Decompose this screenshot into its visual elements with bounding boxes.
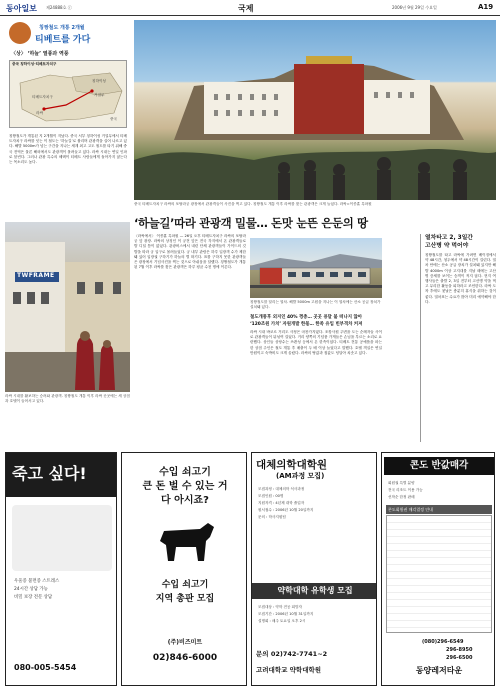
series-tag: 칭짱철도 개통 2개월: [39, 25, 85, 31]
page-number: A19: [478, 3, 494, 11]
ad4-phone[interactable]: 296-6500: [446, 655, 473, 661]
ad1-phone[interactable]: 080-005-5454: [14, 663, 77, 672]
train-drawing: [250, 238, 382, 298]
ad2-line: 큰 돈 벌 수 있는 거: [142, 481, 228, 492]
palace-drawing: [134, 20, 496, 200]
ad4-price-table: [386, 515, 492, 633]
ad2-line: 다 아시죠?: [161, 495, 209, 506]
map-caption: 중국 칭하이성-티베트자치구: [12, 62, 57, 66]
ad4-line: 선착순 한정 판매: [388, 495, 415, 499]
ad-graduate-school[interactable]: [251, 452, 377, 686]
ad3-line: 지원자격 : 4년제 대학 졸업자: [258, 501, 305, 505]
section-label: 국제: [238, 4, 254, 13]
newspaper-logo: 동아일보: [6, 4, 37, 13]
map-label: 티베트자치구: [32, 95, 53, 99]
ad1-title: 죽고 싶다!: [12, 464, 87, 483]
ad4-company: 동양레저타운: [415, 666, 463, 675]
sidebar-body: 칭짱철도를 타고 라싸에 가려면 베이징에서 약 48시간, 청두에서 약 48시간이 걸린다. 열차 안에는 산소 공급 장치가 설치돼 있지만 해발 4000m 이상 고지대를 지날 때에는 고산병 증세를 보이는 승객이 적지 않다. 현지 여행사들은 출발 2, 3일 전부터 고산병 약을 먹고 무리한 활동을 피하라고 조언한다. 라싸 도착 후에도 첫날은 충분히 휴식을 취하는 것이 좋다. 열차표는 수요가 많아 미리 예약해야 한다.: [425, 253, 496, 304]
street-caption: 라싸 시내를 활보하는 승려와 관광객. 칭짱철도 개통 이후 라싸 곳곳에는 새 상점과 호텔이 들어서고 있다.: [5, 394, 130, 403]
lhasa-street-photo: [5, 222, 130, 392]
sidebar-title-2: 고산병 약 먹어야: [425, 243, 469, 249]
ad3-school-name: 고려대학교 약학대학원: [256, 666, 322, 674]
ad4-title: 콘도 반값매각: [384, 457, 494, 475]
main-headline: ‘하늘길’따라 관광객 밀물… 돈맛 눈뜬 은둔의 땅: [134, 216, 368, 230]
shop-sign: TWFRAME: [17, 272, 55, 279]
ad1-line: 24시간 상담 가능: [14, 587, 48, 592]
ad3-phone[interactable]: 문의 02)742-7741~2: [256, 650, 328, 658]
region-map: [9, 60, 127, 128]
ad3-line: 원서접수 : 2006년 10월 20일까지: [258, 508, 314, 512]
train-photo: [250, 238, 382, 298]
map-label: 라싸: [36, 111, 43, 115]
ad4-line: 전국 리조트 이용 가능: [388, 488, 423, 492]
subhead-line-1: 철도개통후 외지인 40% 껑충… 곳곳 용달 불 떠나지 않아: [250, 315, 362, 320]
train-caption: 칭짱철도를 달리는 열차. 해발 5000m 고원을 지나는 이 열차에는 산소 공급 장치가 설치돼 있다.: [250, 300, 381, 309]
subhead: [250, 314, 382, 328]
issue-date: 2006년 9월 29일 수요일: [392, 5, 437, 10]
ad3-band-line: 모집대상 : 약학 전공 희망자: [258, 605, 302, 609]
subhead-line-2: ‘120조원 가치’ 자원개발 한몫… 한족 유입 빈부격차 커져: [250, 322, 363, 327]
photo-caption: 중국 티베트자치구 라싸의 포탈라궁 광장에서 관광객들이 사진을 찍고 있다. 칭짱철도 개통 이후 라싸를 찾는 관광객은 크게 늘었다. 라싸=이종훈 특파원: [134, 202, 372, 206]
page-header: [0, 0, 500, 16]
ad1-line: 우울증 불면증 스트레스: [14, 579, 60, 584]
ad2-mid-line: 수입 쇠고기: [161, 580, 209, 590]
ad1-line: 비밀 보장 전문 상담: [14, 595, 53, 600]
ad2-phone[interactable]: 02)846-6000: [152, 653, 218, 663]
travel-series-box: [5, 20, 130, 218]
ad2-company: (주)비즈미트: [167, 639, 203, 646]
series-title: 티베트를 가다: [35, 35, 91, 45]
ad4-phone[interactable]: 296-8950: [446, 647, 473, 653]
ad3-line: 모집인원 : 00명: [258, 494, 284, 498]
street-drawing: [5, 222, 130, 392]
ad3-subtitle: (AM과정 모집): [276, 472, 325, 480]
cow-icon: [154, 515, 216, 567]
series-intro-text: 칭짱철도가 개통된 지 2개월이 지났다. 중국 서부 칭하이성 거얼무에서 티베트자치구 라싸를 잇는 이 철도는 ‘하늘길’로 불리며 관광객을 실어 나르고 있다. 해발 5000m가 넘는 구간을 지나는 세계 최고 고도 철도를 타기 위해 중국 전역은 물론 해외에서도 관광객이 몰려들고 있다. 라싸 시내는 연일 인파로 붐빈다. 그러나 관광 특수의 혜택이 티베트 사람들에게 돌아가지 않는다는 목소리도 높다.: [9, 134, 127, 165]
ad3-band: 약학대학 유학생 모집: [252, 583, 377, 599]
ad3-band-line: 설명회 : 매주 토요일 오후 2시: [258, 619, 306, 623]
ad4-table-header: 콘도회원권 매각결정 안내: [386, 505, 492, 514]
ad3-title: 대체의학대학원: [256, 459, 328, 471]
ad2-mid-line: 지역 총판 모집: [155, 594, 215, 604]
article-column-1: 〈라싸에서〉 이종훈 특파원 — 26일 오후 티베트자치구 라싸의 포탈라궁 앞 광장. 라싸의 상징인 이 궁전 앞은 전국 각지에서 온 관광객들로 발 디딜 틈이 없었다. 관광버스에서 내린 단체 관광객들이 가이드의 깃발을 따라 궁 입구로 몰려들었다. 궁 내부 관람은 하루 입장객 수가 제한돼 있어 입장권 구하기가 하늘의 별 따기다. 표를 구하지 못한 관광객들은 광장에서 기념사진을 찍는 것으로 아쉬움을 달랬다. 칭짱철도가 개통된 7월 이후 라싸를 찾은 관광객은 하루 평균 수천 명에 이른다.: [134, 234, 246, 270]
ad3-band-line: 모집기간 : 2006년 10월 31일까지: [258, 612, 314, 616]
ad2-line: 수입 쇠고기: [159, 467, 211, 478]
map-label: 중국: [110, 117, 117, 121]
ad1-sad-face-icon: [12, 505, 112, 571]
ad4-line: 회원권 특별 분양: [388, 481, 415, 485]
ad-imported-beef[interactable]: [121, 452, 247, 686]
ad3-line: 문의 : 학사지원팀: [258, 515, 286, 519]
article-column-2: 라싸 시내 바코르 거리도 사정은 마찬가지였다. 조캉사원 주변을 도는 순례자들 사이로 관광객들이 뒤섞여 걸었다. 거리 양쪽의 기념품 가게들은 손님을 부르는 소리로 요란했다. 상인들 상당수는 쓰촨성 등에서 온 한족이었다. 티베트 전통 공예품을 파는 한 상점 주인은 철도 개통 후 매출이 두 배 이상 늘었다고 말했다. 호텔 객실은 연일 만원이고 숙박비도 크게 올랐다. 라싸의 땅값과 집값도 덩달아 치솟고 있다.: [250, 330, 382, 355]
sidebar-title: 열차타고 2, 3일간: [425, 235, 473, 241]
ad-condo-sale[interactable]: [381, 452, 495, 686]
ad-counseling[interactable]: [5, 452, 117, 686]
tibetan-monk-icon: [9, 22, 31, 44]
series-subtitle: 〈상〉 ‘하늘’ 열풍과 역풍: [11, 51, 69, 57]
issue-number: 제24888호 ⓒ: [46, 5, 72, 10]
ad4-phone[interactable]: (080)296-6549: [422, 639, 464, 645]
map-label: 칭하이성: [92, 79, 106, 83]
potala-palace-photo: [134, 20, 496, 200]
map-label: 거얼무: [94, 93, 105, 97]
sidebar-box: [420, 234, 496, 442]
ad3-line: 모집과정 : 대체의학 석사과정: [258, 487, 305, 491]
